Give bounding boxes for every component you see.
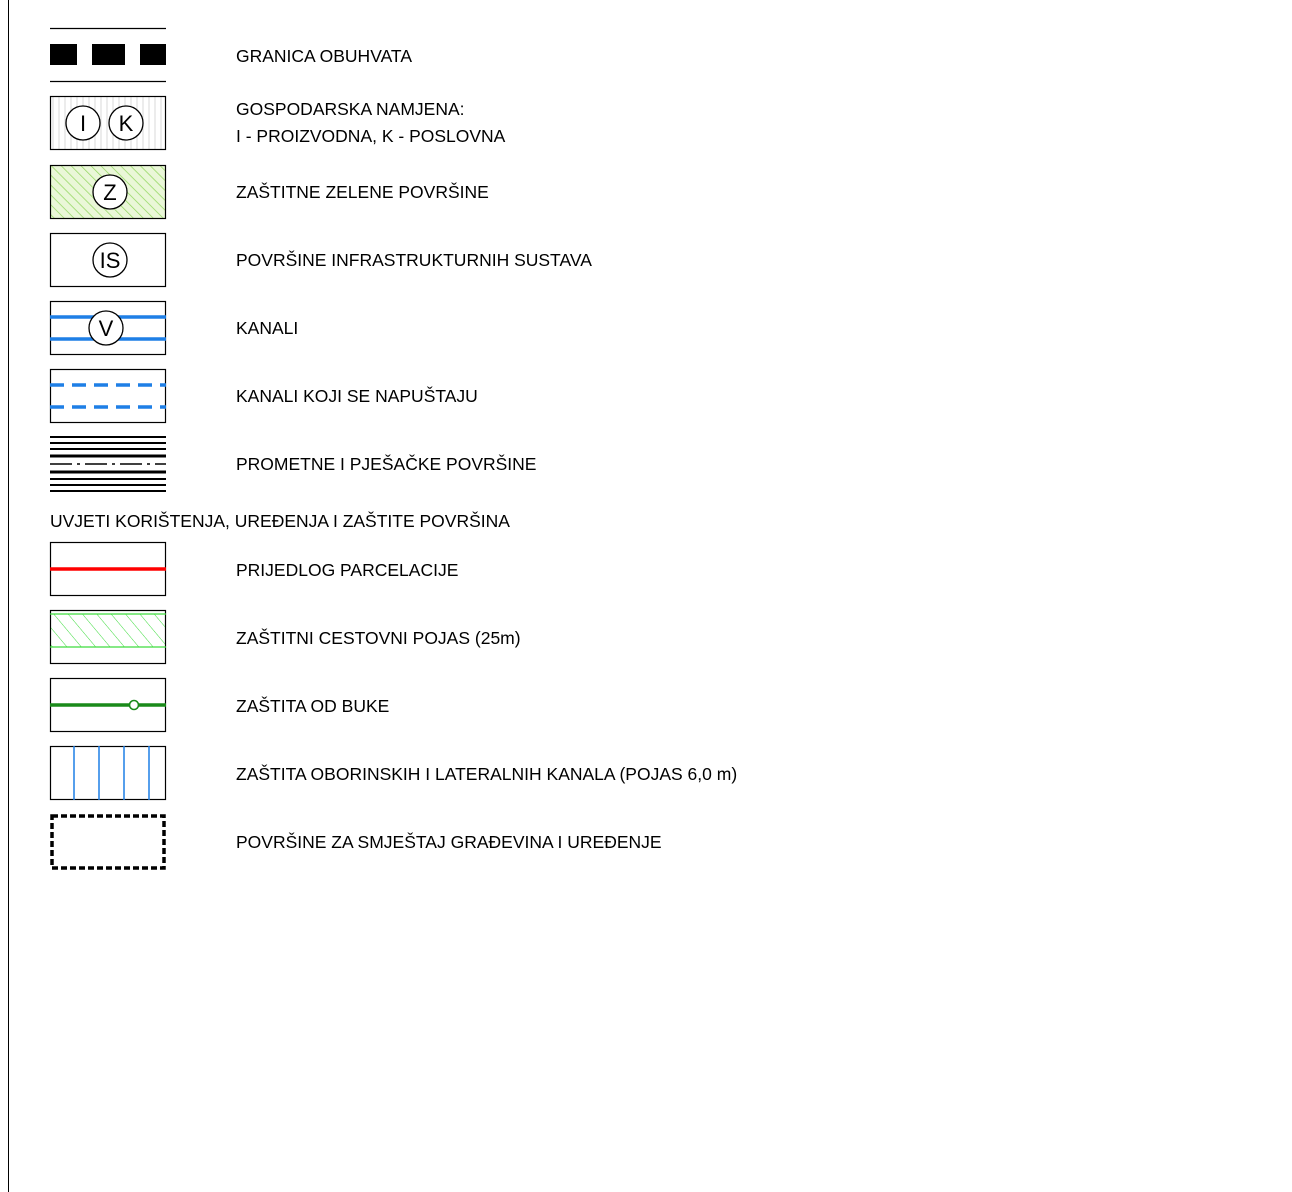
noise-protection-symbol [50,678,166,732]
legend-label-cestovni-pojas: ZAŠTITNI CESTOVNI POJAS (25m) [236,628,521,648]
canal-protection-zone-symbol [50,746,166,800]
legend-label-zelene: ZAŠTITNE ZELENE POVRŠINE [236,182,489,202]
circle-letter-k: K [118,111,134,136]
circle-letter-is: IS [99,248,121,273]
circle-letter-i: I [79,111,87,136]
infrastructure-area-symbol [50,233,166,287]
legend-label-parcelacija: PRIJEDLOG PARCELACIJE [236,560,459,580]
circle-letter-v: V [98,316,114,341]
legend-label-infrastruktura: POVRŠINE INFRASTRUKTURNIH SUSTAVA [236,250,592,270]
road-protection-zone-symbol [50,610,166,664]
legend-label-granica: GRANICA OBUHVATA [236,46,412,66]
building-placement-area-symbol [50,814,166,870]
legend-label-kanali: KANALI [236,318,299,338]
legend-label-gospodarska-1: GOSPODARSKA NAMJENA: [236,99,465,119]
economic-use-symbol [50,96,166,150]
legend-label-gradevine: POVRŠINE ZA SMJEŠTAJ GRAĐEVINA I UREĐENJE [236,832,662,852]
canal-symbol [50,301,166,355]
frame-left-border [8,0,9,1192]
boundary-line-symbol [50,28,166,82]
legend-label-buka: ZAŠTITA OD BUKE [236,696,390,716]
legend-label-oborinski-kanali: ZAŠTITA OBORINSKIH I LATERALNIH KANALA (POJAS 6,0 m) [236,764,738,784]
legend-label-prometne: PROMETNE I PJEŠAČKE POVRŠINE [236,454,537,474]
legend-label-kanali-napustaju: KANALI KOJI SE NAPUŠTAJU [236,386,478,406]
traffic-area-symbol [50,436,166,492]
circle-letter-z: Z [103,180,117,205]
noise-marker-icon [130,701,139,710]
abandoned-canal-symbol [50,369,166,423]
legend-label-gospodarska-2: I - PROIZVODNA, K - POSLOVNA [236,126,506,146]
green-protective-area-symbol [50,165,166,219]
section-heading-uvjeti: UVJETI KORIŠTENJA, UREĐENJA I ZAŠTITE POVRŠINA [50,511,510,531]
parcellation-symbol [50,542,166,596]
